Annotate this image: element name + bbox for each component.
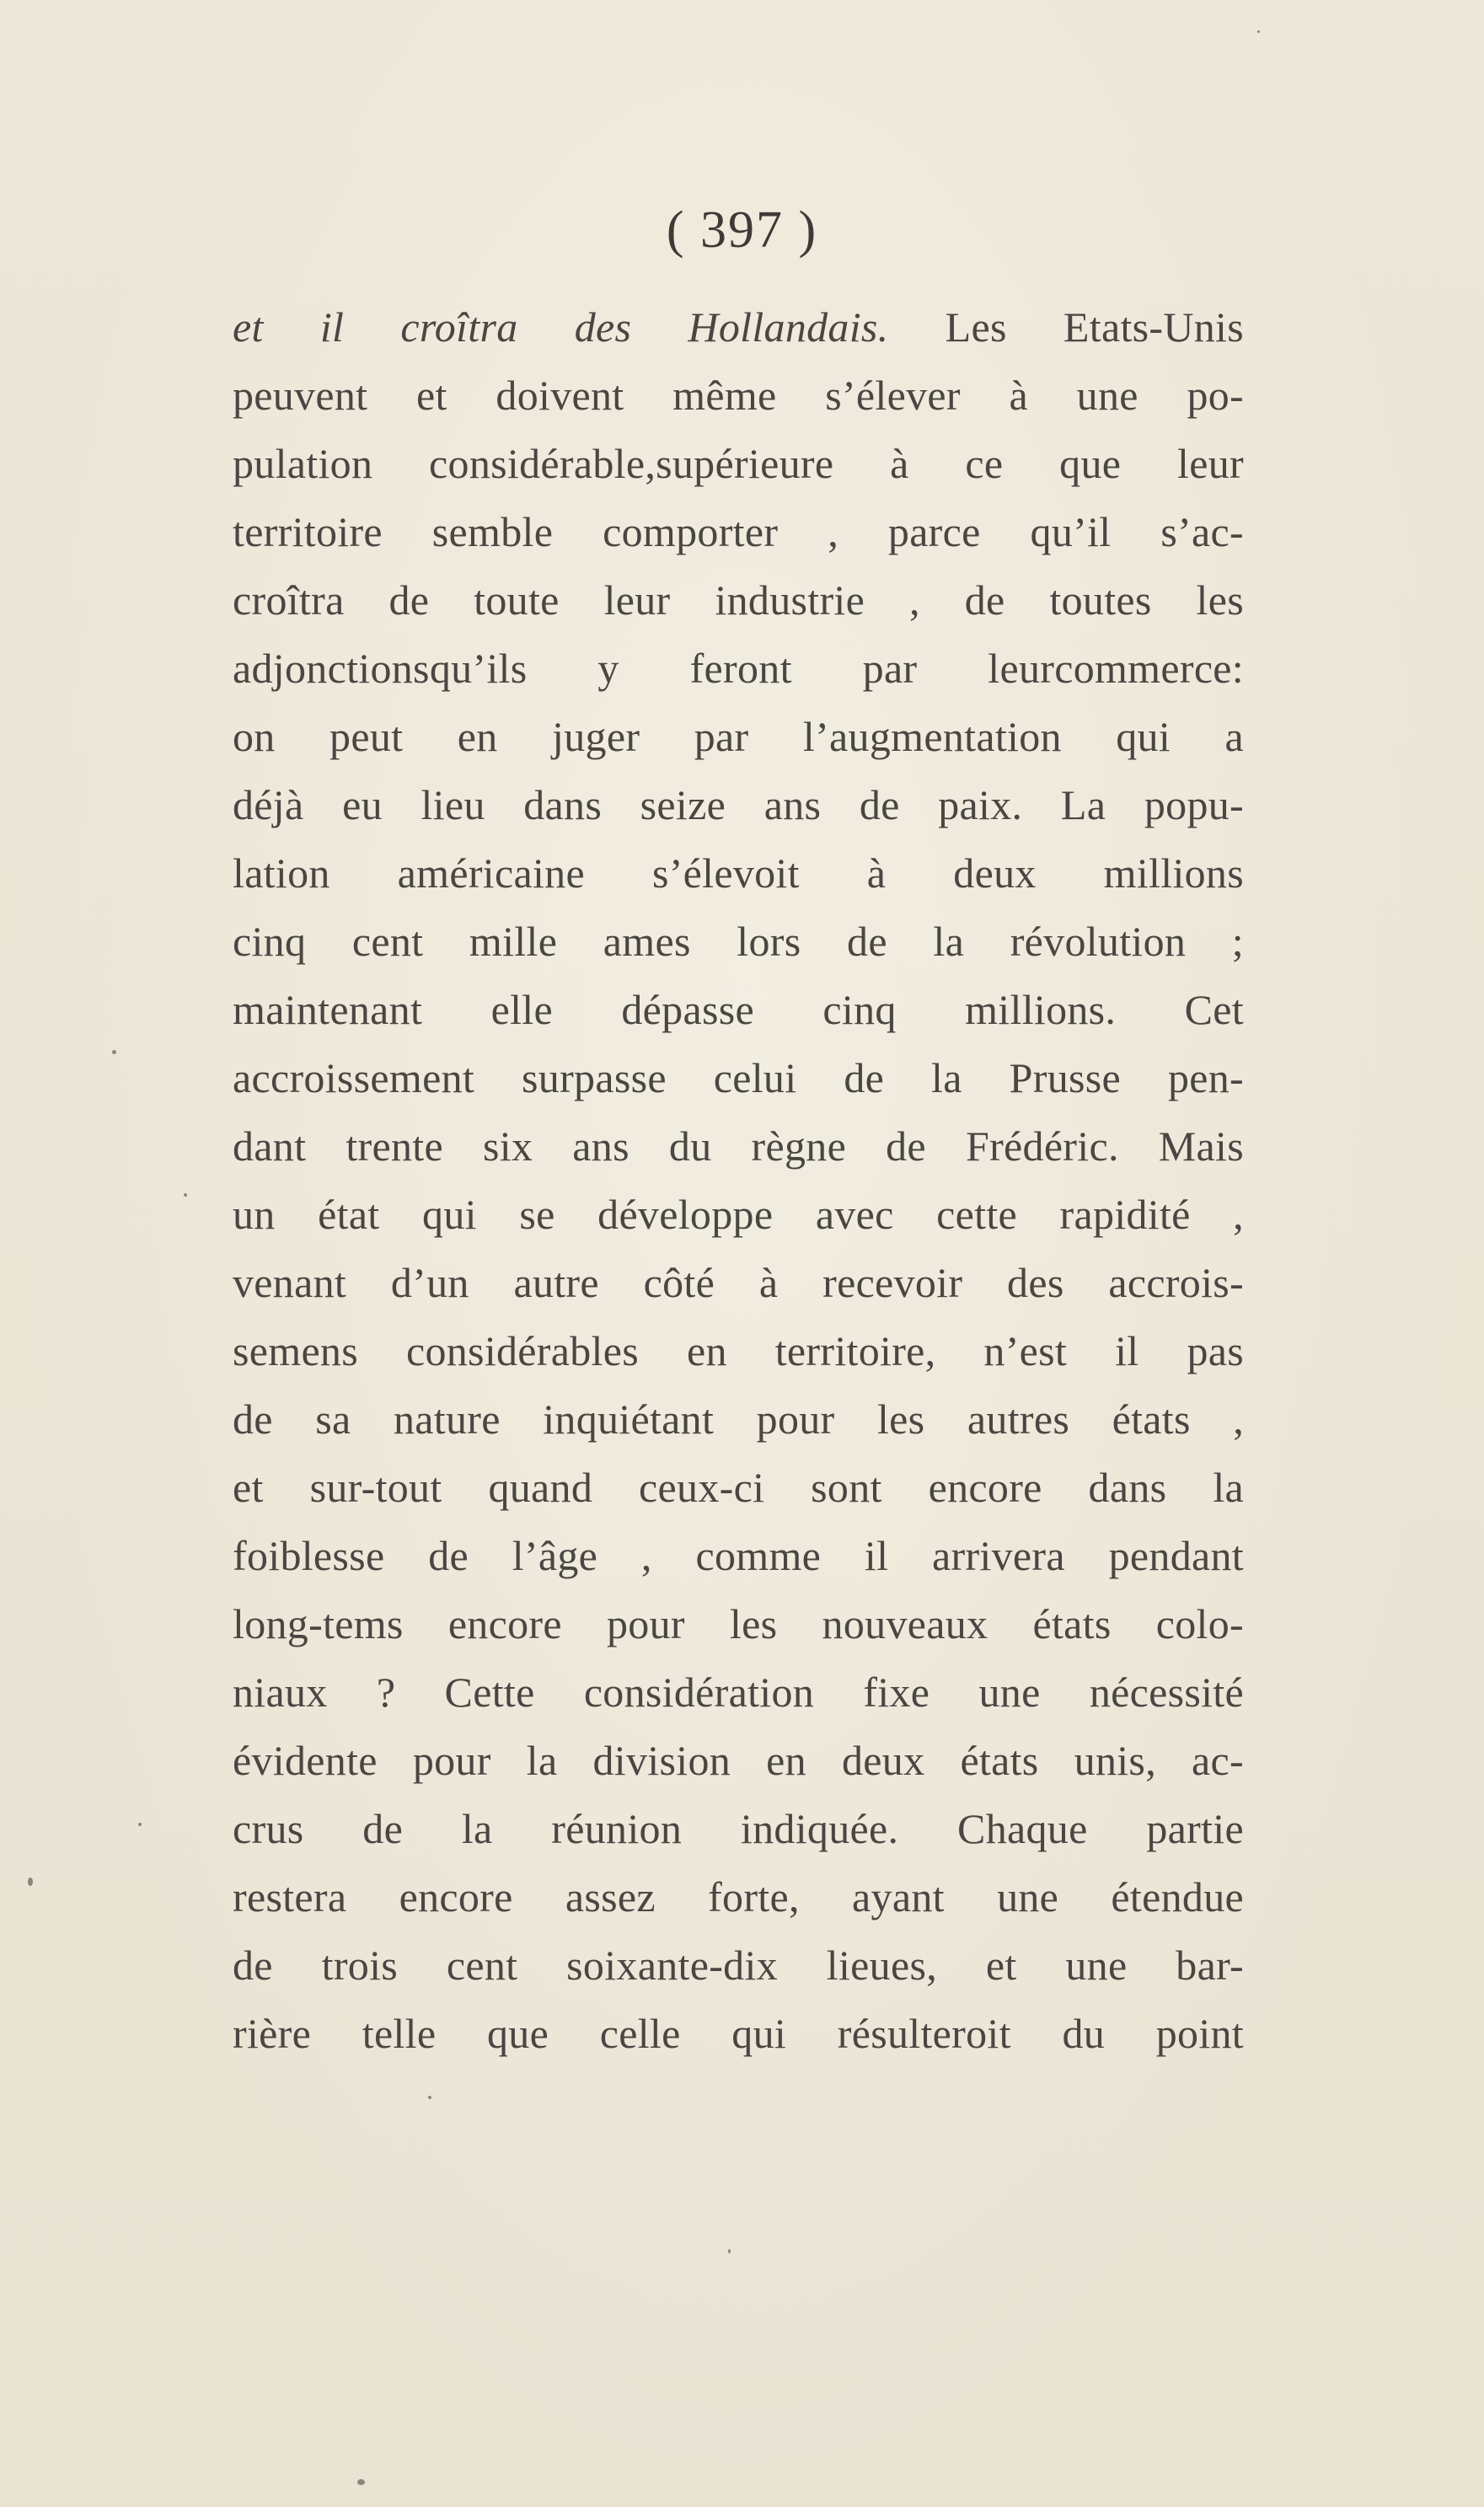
text-line-21: niaux ? Cette considération fixe une nécessité bbox=[233, 1669, 1244, 1716]
text-line-4: territoire semble comporter , parce qu’il s’ac- bbox=[233, 508, 1244, 555]
text-line-16: semens considérables en territoire, n’est il pas bbox=[233, 1327, 1244, 1374]
text-line-6: adjonctionsqu’ils y feront par leurcommerce: bbox=[233, 645, 1244, 692]
text-line-17: de sa nature inquiétant pour les autres états , bbox=[233, 1395, 1244, 1443]
text-line-8: déjà eu lieu dans seize ans de paix. La popu- bbox=[233, 781, 1244, 828]
text-line-26: rière telle que celle qui résulteroit du point bbox=[233, 2010, 1244, 2057]
text-line-23: crus de la réunion indiquée. Chaque partie bbox=[233, 1805, 1244, 1852]
italic-phrase: et il croîtra des Hollandais. bbox=[233, 303, 889, 351]
text-line-18: et sur-tout quand ceux-ci sont encore dans la bbox=[233, 1464, 1244, 1511]
paper-speck bbox=[1257, 30, 1260, 33]
text-line-content: Les Etats-Unis bbox=[888, 303, 1245, 351]
text-line-10: cinq cent mille ames lors de la révolution ; bbox=[233, 918, 1244, 965]
text-line-25: de trois cent soixante-dix lieues, et une bar- bbox=[233, 1942, 1244, 1989]
paper-speck bbox=[728, 2249, 731, 2253]
text-line-7: on peut en juger par l’augmentation qui a bbox=[233, 713, 1244, 760]
text-line-14: un état qui se développe avec cette rapidité , bbox=[233, 1191, 1244, 1238]
text-line-3: pulation considérable,supérieure à ce que leur bbox=[233, 440, 1244, 487]
paper-speck bbox=[357, 2479, 365, 2485]
text-line-2: peuvent et doivent même s’élever à une po- bbox=[233, 372, 1244, 419]
text-line-1 bbox=[233, 293, 1244, 362]
text-line-9: lation américaine s’élevoit à deux millions bbox=[233, 849, 1244, 897]
text-line-24: restera encore assez forte, ayant une étendue bbox=[233, 1873, 1244, 1920]
text-line-15: venant d’un autre côté à recevoir des accrois- bbox=[233, 1259, 1244, 1306]
paper-speck bbox=[428, 2096, 431, 2099]
text-line-19: foiblesse de l’âge , comme il arrivera pendant bbox=[233, 1532, 1244, 1579]
paper-speck bbox=[28, 1878, 33, 1886]
page-number: ( 397 ) bbox=[666, 201, 818, 259]
paper-speck bbox=[112, 1050, 116, 1054]
text-line-11: maintenant elle dépasse cinq millions. Cet bbox=[233, 986, 1244, 1033]
text-line-12: accroissement surpasse celui de la Prusse pen- bbox=[233, 1054, 1244, 1101]
text-line-5: croîtra de toute leur industrie , de toutes les bbox=[233, 576, 1244, 624]
paper-speck bbox=[184, 1193, 187, 1197]
paper-speck bbox=[138, 1823, 142, 1826]
body-text bbox=[233, 293, 1244, 2068]
text-line-13: dant trente six ans du règne de Frédéric. Mais bbox=[233, 1122, 1244, 1170]
text-line-22: évidente pour la division en deux états unis, ac- bbox=[233, 1737, 1244, 1784]
text-line-20: long-tems encore pour les nouveaux états colo- bbox=[233, 1600, 1244, 1647]
